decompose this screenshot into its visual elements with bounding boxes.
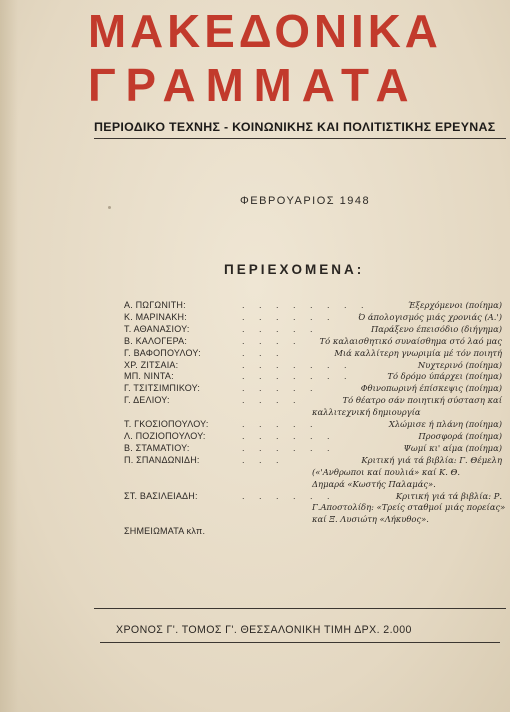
toc-leader-dots: . . .: [242, 454, 285, 465]
toc-work-title: Τό δρόμο ύπάρχει (ποίημα): [387, 371, 502, 382]
footer-line: ΧΡΟΝΟΣ Γ'. ΤΟΜΟΣ Γ'. ΘΕΣΣΑΛΟΝΙΚΗ ΤΙΜΗ ΔΡΧ. 2.000: [116, 624, 412, 636]
table-of-contents: [124, 300, 506, 538]
toc-continuation: [124, 502, 506, 514]
toc-leader-dots: . . . . . .: [242, 490, 336, 501]
toc-author: Γ. ΒΑΦΟΠΟΥΛΟΥ:: [124, 347, 201, 358]
toc-entry: [124, 526, 502, 538]
toc-leader-dots: . . . . .: [242, 419, 319, 430]
toc-continuation: [124, 407, 502, 419]
toc-entry: [124, 360, 502, 372]
toc-author: ΣΤ. ΒΑΣΙΛΕΙΑΔΗ:: [124, 490, 198, 501]
issue-date: ΦΕΒΡΟΥΑΡΙΟΣ 1948: [240, 195, 371, 207]
toc-work-title: Προσφορά (ποίημα): [418, 430, 502, 441]
footer-rule-top: [94, 608, 506, 609]
toc-work-title: Έξερχόμενοι (ποίημα): [407, 300, 502, 310]
toc-leader-dots: . . . . . .: [242, 430, 336, 441]
toc-continuation-text: Δημαρά «Κωστής Παλαμάς».: [312, 478, 436, 489]
toc-leader-dots: . . . . .: [242, 323, 319, 334]
toc-entry: [124, 348, 502, 360]
toc-leader-dots: . . .: [242, 347, 285, 358]
toc-author: ΧΡ. ΖΙΤΣΑΙΑ:: [124, 359, 179, 370]
toc-entry: [124, 419, 502, 431]
toc-leader-dots: . . . . . .: [242, 442, 336, 453]
toc-entry: [124, 395, 502, 407]
toc-entry: [124, 312, 502, 324]
toc-author: Λ. ΠΟΖΙΟΠΟΥΛΟΥ:: [124, 430, 206, 441]
toc-author: Γ. ΔΕΛΙΟΥ:: [124, 395, 170, 406]
toc-continuation-text: Γ.Αποστολίδη: «Τρείς σταθμοί μιάς πορείας»: [312, 502, 506, 513]
toc-entry: [124, 371, 502, 383]
toc-author: Α. ΠΩΓΩΝΙΤΗ:: [124, 300, 186, 310]
toc-author: Γ. ΤΣΙΤΣΙΜΠΙΚΟΥ:: [124, 383, 201, 394]
toc-entry: [124, 324, 502, 336]
toc-author: Β. ΚΑΛΟΓΕΡΑ:: [124, 335, 188, 346]
toc-author: Τ. ΑΘΑΝΑΣΙΟΥ:: [124, 323, 190, 334]
magazine-subtitle: ΠΕΡΙΟΔΙΚΟ ΤΕΧΝΗΣ - ΚΟΙΝΩΝΙΚΗΣ ΚΑΙ ΠΟΛΙΤΙΣΤΙΚΗΣ ΕΡΕΥΝΑΣ: [94, 120, 496, 134]
toc-entry: [124, 455, 502, 467]
magazine-title-line-2: ΓΡΑΜΜΑΤΑ: [88, 59, 419, 111]
toc-entry: [124, 300, 502, 312]
toc-leader-dots: . . . . . . .: [242, 371, 353, 382]
toc-leader-dots: . . . . . . .: [242, 359, 353, 370]
toc-leader-dots: . . . . .: [242, 383, 319, 394]
toc-work-title: Ό άπολογισμός μιάς χρονιάς (Α.'): [358, 311, 502, 322]
contents-heading: ΠΕΡΙΕΧΟΜΕΝΑ:: [224, 262, 365, 277]
toc-entry: [124, 336, 502, 348]
toc-continuation-text: καλλιτεχνική δημιουργία: [312, 407, 421, 418]
toc-leader-dots: . . . . . . . .: [242, 300, 370, 310]
page-edge-shadow: [0, 0, 18, 712]
toc-author: Κ. ΜΑΡΙΝΑΚΗ:: [124, 311, 187, 322]
paper-speck: [108, 206, 111, 209]
toc-work-title: Νυχτερινό (ποίημα): [417, 359, 502, 370]
toc-work-title: Χλώμισε ή πλάνη (ποίημα): [388, 419, 502, 430]
footer-rule-bottom: [100, 642, 500, 643]
toc-entry: [124, 491, 502, 503]
toc-leader-dots: . . . .: [242, 335, 302, 346]
toc-entry: [124, 443, 502, 455]
magazine-title-line-1: ΜΑΚΕΔΟΝΙΚΑ: [88, 5, 442, 57]
toc-work-title: Κριτική γιά τά βιβλία: Γ. Θέμελη: [361, 454, 502, 465]
toc-work-title: Τό θέατρο σάν ποιητική σύσταση καί: [342, 395, 502, 406]
toc-leader-dots: . . . .: [242, 395, 302, 406]
toc-author: Π. ΣΠΑΝΔΩΝΙΔΗ:: [124, 454, 200, 465]
toc-entry: [124, 431, 502, 443]
toc-leader-dots: . . . . . .: [242, 311, 336, 322]
toc-work-title: Κριτική γιά τά βιβλία: Ρ.: [395, 490, 502, 501]
toc-continuation: [124, 514, 502, 526]
toc-continuation: [124, 479, 502, 491]
toc-continuation-text: καί Ξ. Λυσιώτη «Λήκυθος».: [312, 514, 429, 525]
subtitle-rule: [94, 138, 506, 139]
toc-continuation: [124, 467, 502, 479]
toc-entry: [124, 383, 502, 395]
toc-author: ΣΗΜΕΙΩΜΑΤΑ κλπ.: [124, 526, 206, 537]
toc-work-title: Μιά καλλίτερη γνωριμία μέ τόν ποιητή: [334, 347, 502, 358]
toc-work-title: Παράξενο έπεισόδιο (διήγημα): [370, 323, 502, 334]
toc-author: ΜΠ. ΝΙΝΤΑ:: [124, 371, 174, 382]
toc-continuation-text: («'Ανθρωποι καί πουλιά» καί Κ. Θ.: [312, 466, 461, 477]
toc-author: Τ. ΓΚΟΣΙΟΠΟΥΛΟΥ:: [124, 419, 209, 430]
toc-work-title: Φθινοπωρινή έπίσκεψις (ποίημα): [360, 383, 502, 394]
toc-work-title: Ψωμί κι' αίμα (ποίημα): [403, 442, 502, 453]
toc-leader-dots: [242, 526, 318, 538]
toc-author: Β. ΣΤΑΜΑΤΙΟΥ:: [124, 442, 190, 453]
toc-work-title: [318, 526, 502, 538]
toc-work-title: Τό καλαισθητικό συναίσθημα στό λαό μας: [319, 335, 502, 346]
